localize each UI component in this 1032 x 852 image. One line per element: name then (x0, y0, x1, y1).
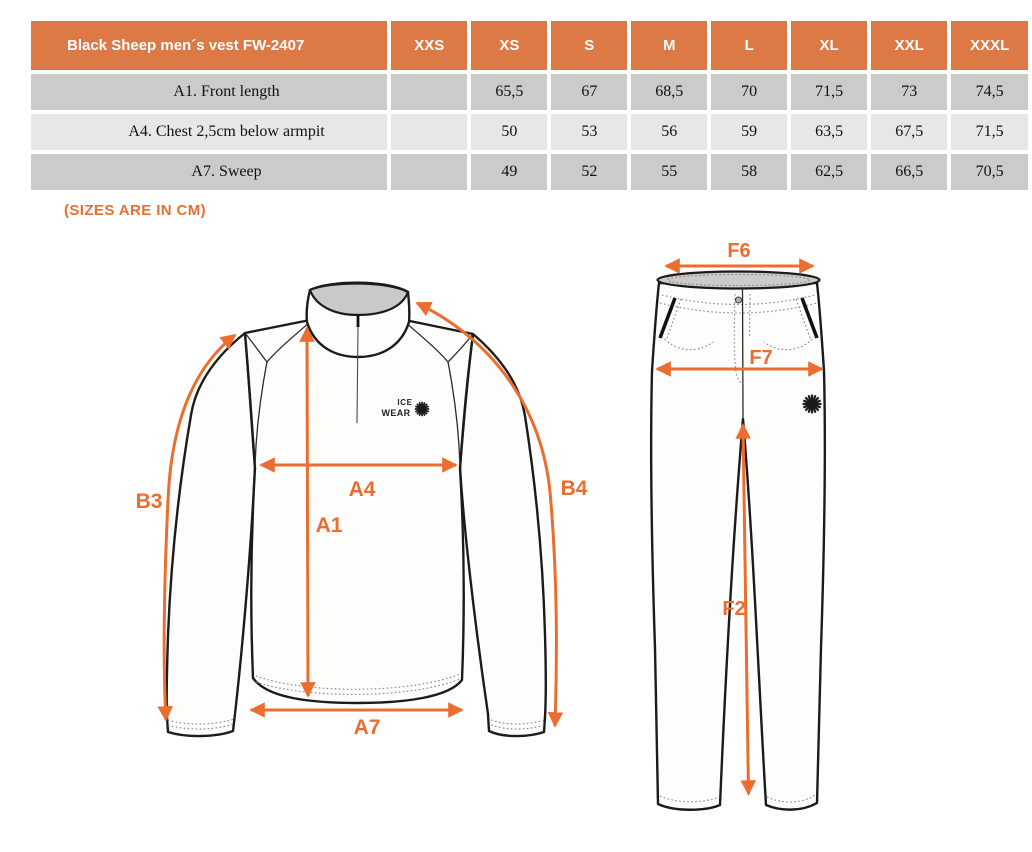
size-value-cell: 67 (551, 74, 627, 110)
size-value-cell: 55 (631, 154, 707, 190)
fly-center-line (743, 288, 744, 419)
size-value-cell: 50 (471, 114, 547, 150)
size-col-header-l: L (711, 21, 787, 70)
waist-button (736, 297, 742, 303)
size-col-header-xl: XL (791, 21, 867, 70)
pants-measurement-diagram (625, 238, 1032, 830)
size-value-cell: 70 (711, 74, 787, 110)
table-row (31, 114, 1028, 150)
logo-line1: ICE (397, 398, 413, 407)
shirt-body (245, 320, 473, 703)
size-value-cell: 70,5 (951, 154, 1028, 190)
size-value-cell: 73 (871, 74, 947, 110)
size-value-cell: 65,5 (471, 74, 547, 110)
units-caption: (SIZES ARE IN CM) (64, 202, 207, 219)
size-value-cell: 62,5 (791, 154, 867, 190)
table-header-row (31, 21, 1028, 70)
size-value-cell: 58 (711, 154, 787, 190)
size-value-cell: 59 (711, 114, 787, 150)
snowflake-burst-icon (416, 403, 429, 416)
size-value-cell: 68,5 (631, 74, 707, 110)
measure-arrow-a1 (307, 328, 308, 696)
size-value-cell (391, 154, 467, 190)
size-value-cell: 71,5 (791, 74, 867, 110)
size-value-cell: 63,5 (791, 114, 867, 150)
logo-line2: WEAR (381, 408, 411, 418)
measure-label-a1: A1 (315, 514, 343, 537)
table-title: Black Sheep men´s vest FW-2407 (31, 21, 387, 70)
measure-label-b4: B4 (560, 477, 588, 500)
size-value-cell: 67,5 (871, 114, 947, 150)
size-value-cell: 74,5 (951, 74, 1028, 110)
measure-label-f6: F6 (727, 240, 751, 262)
size-value-cell: 49 (471, 154, 547, 190)
shirt-measurement-diagram (105, 250, 625, 762)
size-value-cell: 71,5 (951, 114, 1028, 150)
size-col-header-xxl: XXL (871, 21, 947, 70)
size-value-cell (391, 74, 467, 110)
size-value-cell: 56 (631, 114, 707, 150)
measure-label-a7: A7 (353, 716, 381, 739)
measure-label-f2: F2 (722, 598, 746, 620)
measure-label-a4: A4 (348, 478, 376, 501)
row-label: A7. Sweep (31, 154, 387, 190)
measure-label-b3: B3 (135, 490, 163, 513)
size-col-header-m: M (631, 21, 707, 70)
size-col-header-xxs: XXS (391, 21, 467, 70)
size-col-header-xxxl: XXXL (951, 21, 1028, 70)
pants-body (651, 272, 825, 810)
size-value-cell (391, 114, 467, 150)
measure-label-f7: F7 (749, 347, 773, 369)
size-value-cell: 52 (551, 154, 627, 190)
size-value-cell: 53 (551, 114, 627, 150)
size-col-header-xs: XS (471, 21, 547, 70)
size-table (27, 17, 1032, 194)
snowflake-burst-icon (804, 396, 821, 413)
table-row (31, 154, 1028, 190)
row-label: A1. Front length (31, 74, 387, 110)
waistband (658, 272, 820, 289)
size-value-cell: 66,5 (871, 154, 947, 190)
size-col-header-s: S (551, 21, 627, 70)
row-label: A4. Chest 2,5cm below armpit (31, 114, 387, 150)
table-row (31, 74, 1028, 110)
